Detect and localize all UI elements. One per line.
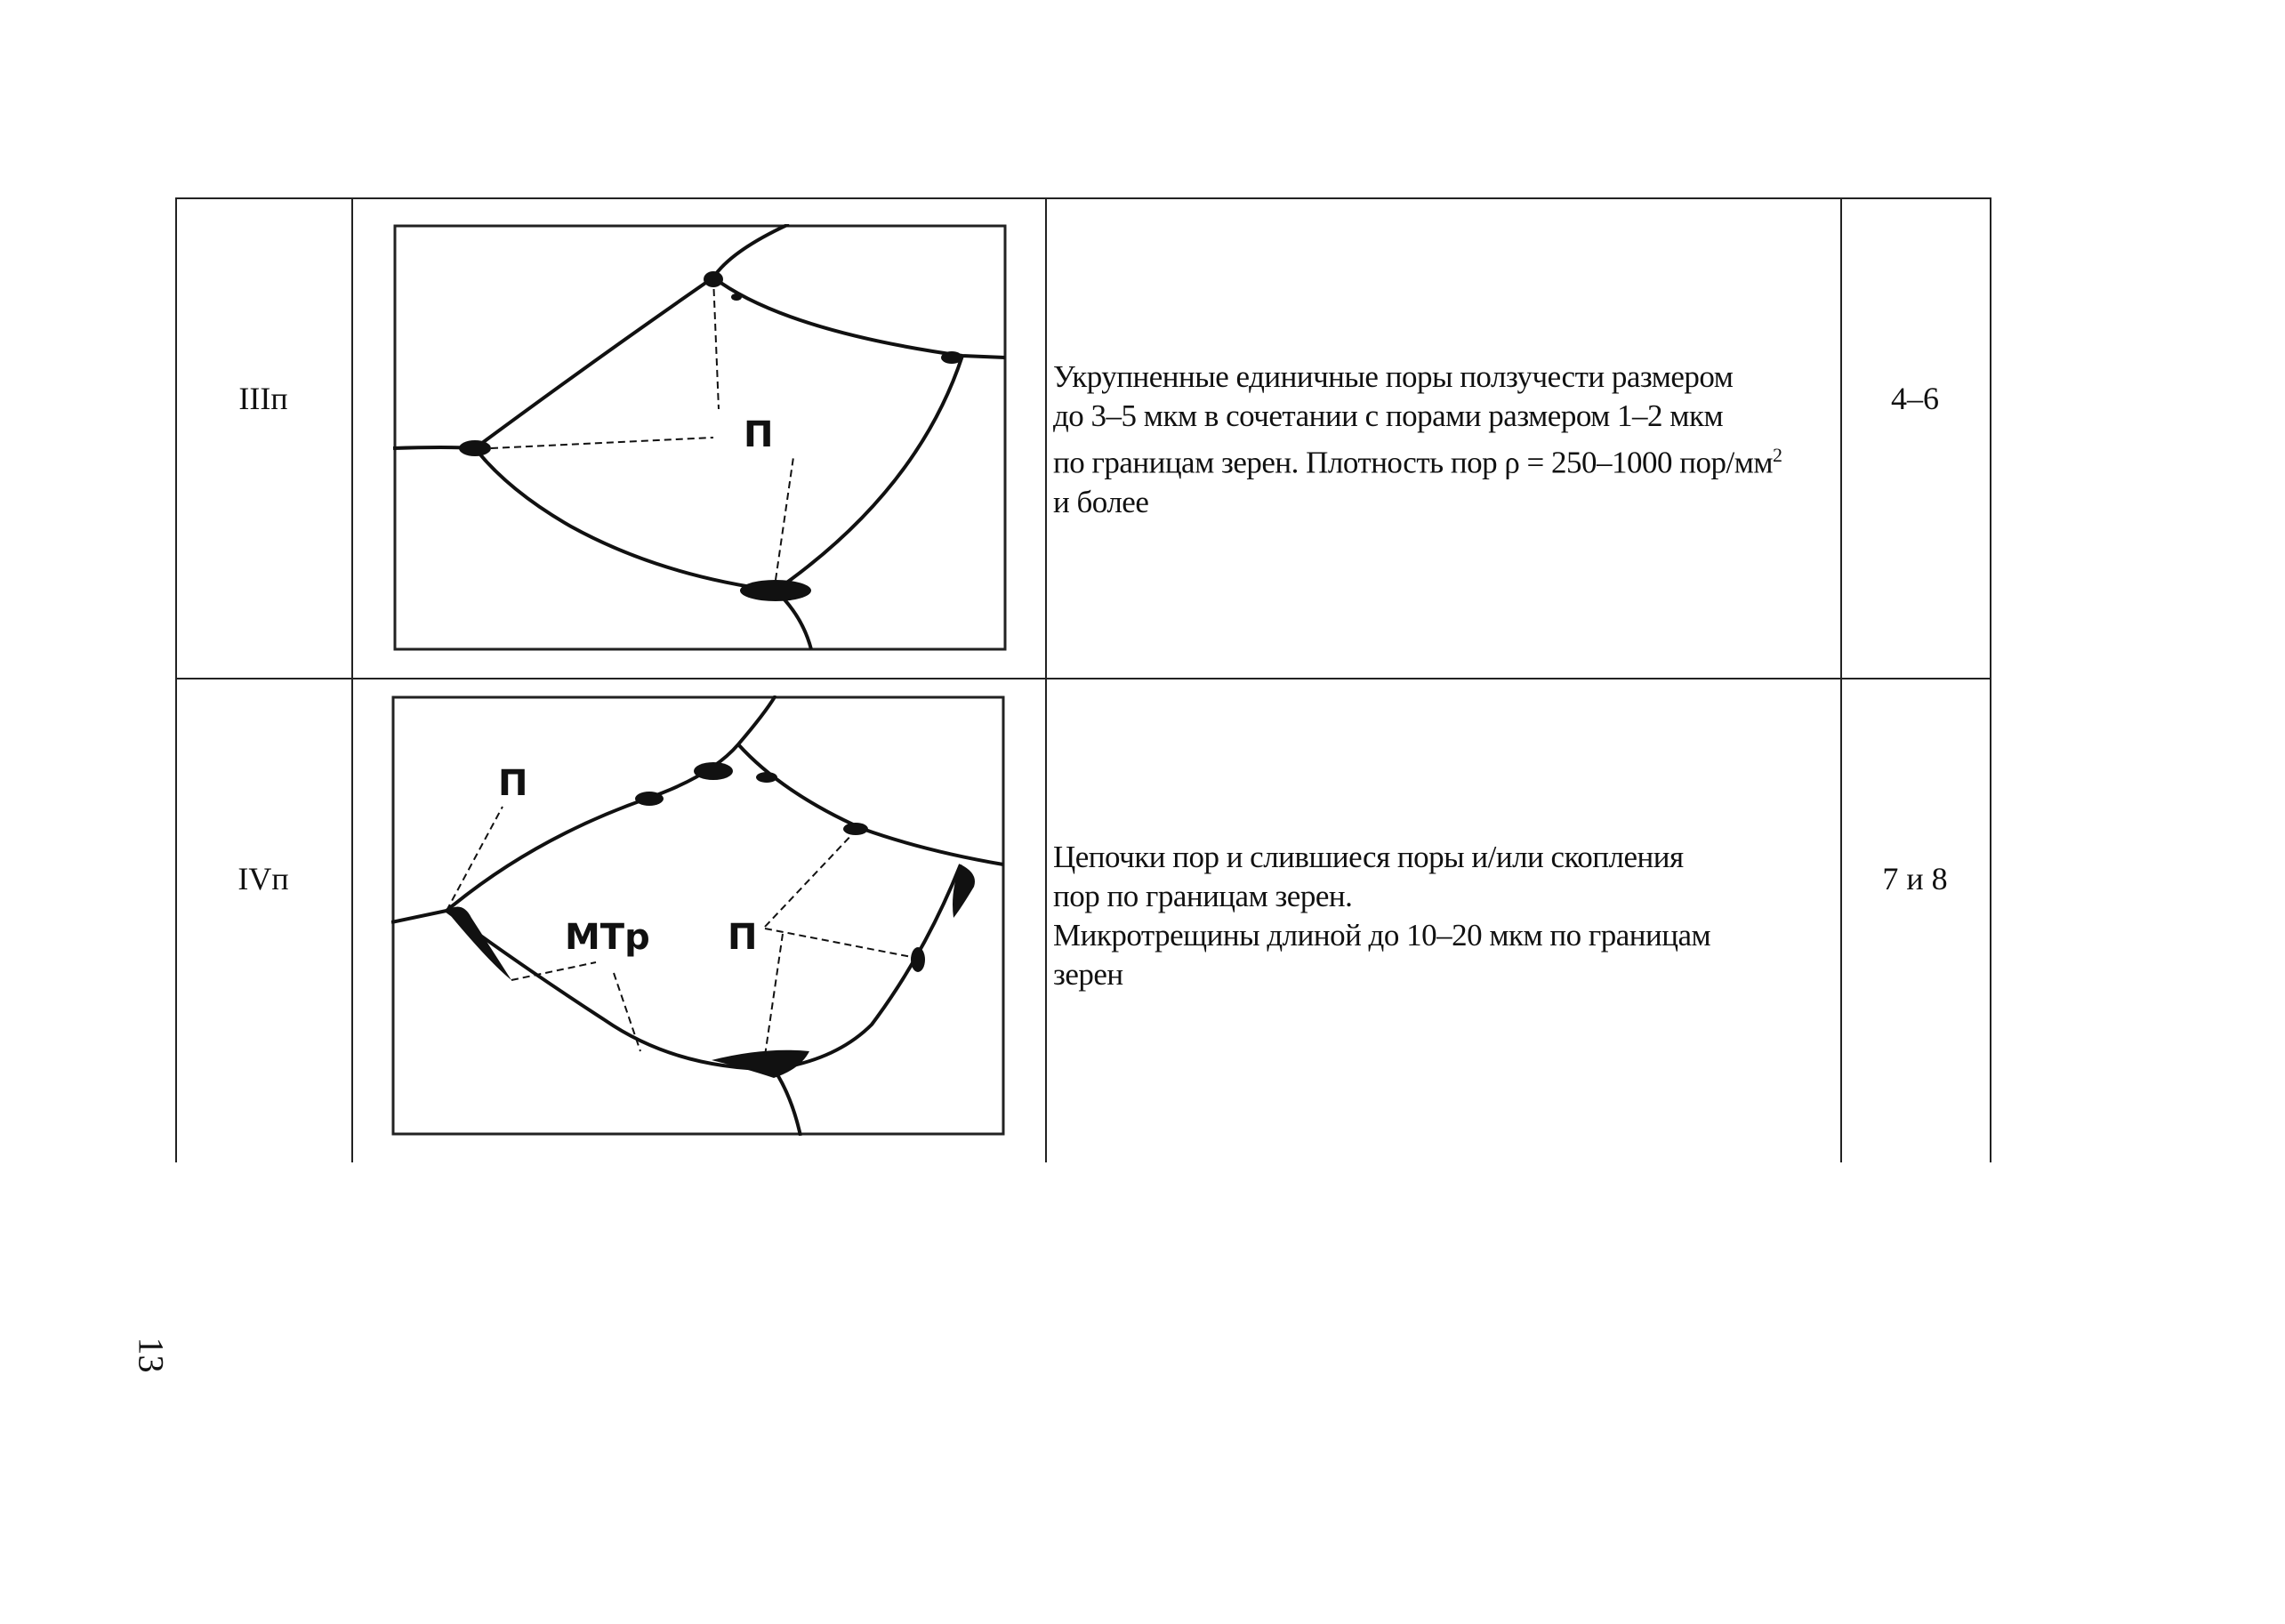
column-divider: [1045, 197, 1047, 1162]
description-line: пор по границам зерен.: [1053, 879, 1353, 913]
description-line: Укрупненные единичные поры ползучести размером: [1053, 359, 1734, 394]
superscript: 2: [1773, 444, 1782, 466]
row-code: IVп: [237, 861, 289, 896]
diagram-label: П: [728, 917, 758, 958]
pore-diagram-iv: [391, 695, 1005, 1136]
description-line: по границам зерен. Плотность пор ρ = 250–1000 пор/$мм^2$: [1053, 444, 1782, 480]
row-score: 7 и 8: [1882, 861, 1948, 896]
diagram-label: МТр: [565, 917, 650, 958]
description-line: Цепочки пор и слившиеся поры и/или скопления: [1053, 840, 1684, 874]
row-score: 4–6: [1891, 381, 1939, 416]
pore-diagram-iii: [393, 224, 1007, 651]
table-left-border: [175, 197, 177, 1162]
description-line: до 3–5 мкм в сочетании с порами размером 1–2 мкм: [1053, 398, 1724, 433]
column-divider: [351, 197, 353, 1162]
classification-table: [175, 197, 1990, 1162]
row-description: [1053, 838, 1836, 994]
description-line: и более: [1053, 484, 1149, 519]
page-number: 13: [131, 1337, 172, 1373]
diagram-label: П: [744, 414, 774, 455]
row-code: IIIп: [238, 381, 288, 416]
row-divider: [175, 678, 1990, 679]
column-divider: [1840, 197, 1842, 1162]
table-right-border: [1990, 197, 1991, 1162]
row-description: [1053, 358, 1836, 522]
diagram-label: П: [498, 763, 528, 804]
description-line: Микротрещины длиной до 10–20 мкм по границам: [1053, 918, 1711, 953]
table-top-border: [175, 197, 1990, 199]
description-line: зерен: [1053, 957, 1123, 992]
